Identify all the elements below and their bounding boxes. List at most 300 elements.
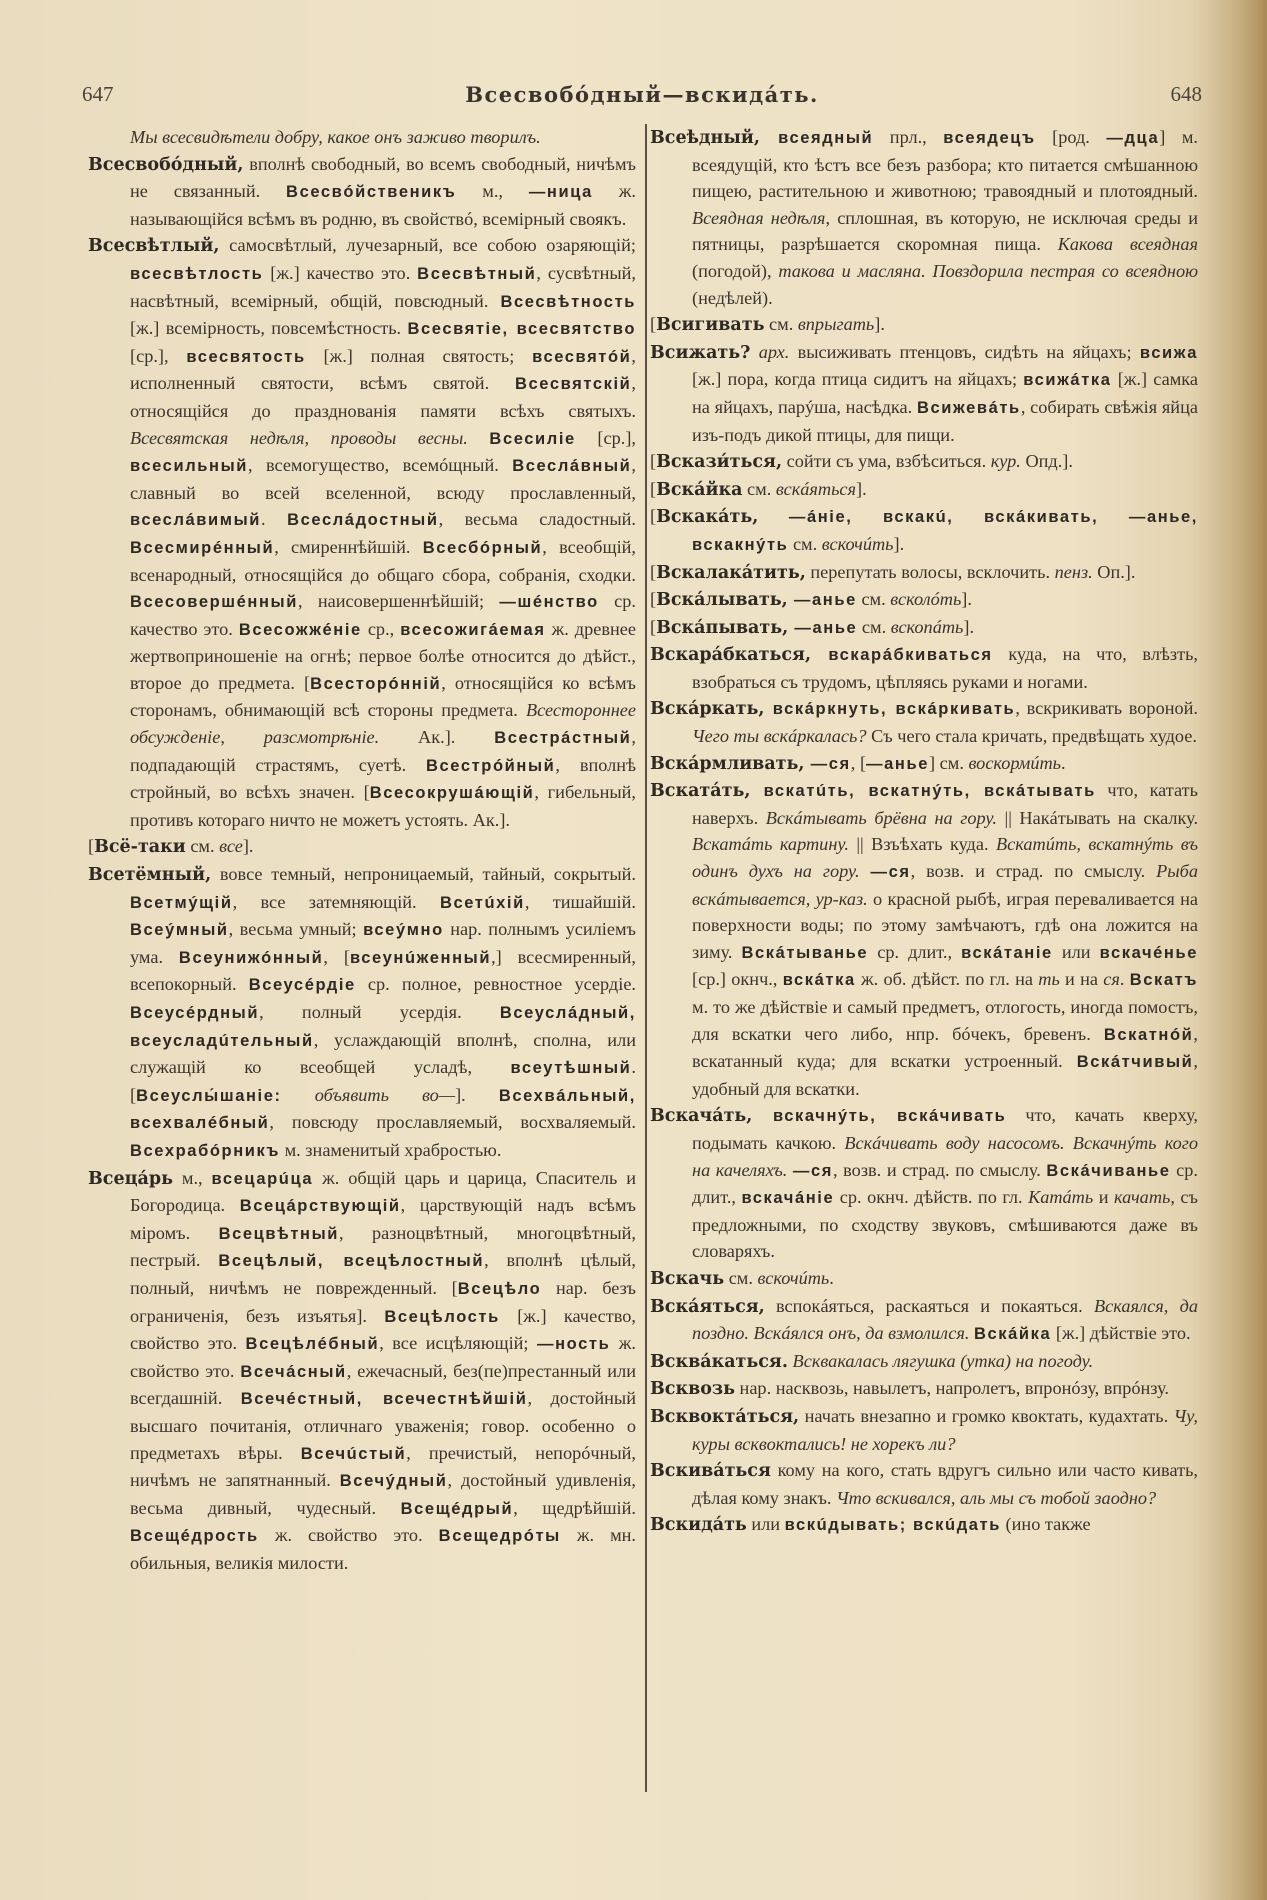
definition-text: (недѣлей). bbox=[692, 287, 773, 308]
right-page-number: 648 bbox=[1170, 82, 1202, 106]
definition-text: см. bbox=[764, 314, 798, 335]
definition-text: , вполнѣ цѣлый, полный, ничѣмъ не поврежденный. [ bbox=[130, 1250, 636, 1298]
dictionary-entry bbox=[88, 1165, 636, 1577]
left-column bbox=[88, 124, 636, 1576]
definition-text: нар. полнымъ усилiемъ ума. bbox=[130, 919, 636, 967]
definition-text: , сусвѣтный, насвѣтный, всемiрный, общiй, повсюдный. bbox=[130, 262, 636, 311]
italic-example: ся bbox=[1103, 969, 1120, 990]
headword: Всесвобóдный, bbox=[88, 154, 244, 175]
dictionary-entry bbox=[650, 339, 1198, 448]
subentry-term: Вскáтыванье bbox=[741, 943, 869, 962]
definition-text: [ср.] окнч., bbox=[692, 969, 783, 990]
definition-text: [ж.] качество, свойство это. bbox=[130, 1305, 636, 1354]
definition-text: , подпадающiй страстямъ, суетѣ. bbox=[130, 727, 636, 775]
definition-text: [род. bbox=[1035, 127, 1107, 147]
italic-example: Всквакалась лягушка (утка) на погоду. bbox=[787, 1350, 1094, 1371]
definition-text: (ино также bbox=[1000, 1514, 1091, 1535]
definition-text: м., bbox=[172, 1167, 212, 1188]
definition-text: . bbox=[829, 1267, 834, 1288]
dictionary-entry bbox=[650, 1265, 1198, 1293]
definition-text: ]. bbox=[242, 836, 254, 857]
dictionary-entry bbox=[650, 559, 1198, 587]
dictionary-entry bbox=[650, 1102, 1198, 1265]
definition-text: сойти съ ума, взбѣситься. bbox=[782, 451, 991, 472]
definition-text: ср. длит., bbox=[692, 1159, 1198, 1208]
subentry-term: Всехвáльный, всехвалéбный bbox=[130, 1086, 636, 1133]
subentry-term: всесвятость bbox=[186, 347, 306, 366]
italic-example: Рыба вскáтывается, ур-каз. bbox=[692, 861, 1199, 909]
italic-example: Всесвятская недѣля, проводы весны. bbox=[130, 427, 468, 448]
definition-text: [ж.] всемiрность, повсемѣстность. bbox=[130, 318, 408, 339]
subentry-term: вскачáнiе bbox=[741, 1189, 835, 1208]
subentry-term: всижáтка bbox=[1023, 371, 1112, 390]
definition-text: высиживать птенцовъ, сидѣть на яйцахъ; bbox=[789, 341, 1140, 362]
headword: Вскивáться bbox=[650, 1461, 771, 1482]
subentry-term: вскúдывать; вскúдать bbox=[784, 1516, 1001, 1535]
subentry-term: Всеусéрдiе bbox=[248, 976, 356, 995]
definition-text: , возв. и страд. по смыслу. bbox=[910, 861, 1157, 882]
definition-text: м. то же дѣйствiе и самый предметъ, отлогость, иногда помостъ, для вскатки чего либо, нпр. бóчекъ, бревенъ. bbox=[692, 997, 1198, 1044]
dictionary-entry bbox=[650, 641, 1198, 695]
definition-text: , царствующiй надъ всѣмъ мiромъ. bbox=[130, 1195, 637, 1243]
definition-text bbox=[468, 428, 490, 448]
subentry-term: Всесбóрный bbox=[422, 538, 543, 557]
definition-text: , щедрѣйшiй. bbox=[513, 1497, 636, 1518]
subentry-term: Всеслáдостный bbox=[287, 511, 439, 530]
dictionary-entry bbox=[650, 614, 1198, 642]
definition-text: [ж.] полная святость; bbox=[305, 345, 533, 366]
subentry-term: —дца bbox=[1106, 129, 1160, 147]
dictionary-entry bbox=[650, 311, 1198, 339]
definition-text: [ж.] качество это. bbox=[263, 262, 418, 283]
italic-example: все bbox=[219, 836, 243, 857]
subentry-term: Всеслáвный bbox=[512, 457, 632, 476]
headword: Вскатáть, bbox=[650, 781, 751, 802]
definition-text: ]. bbox=[455, 1084, 499, 1105]
definition-text: что, катать наверхъ. bbox=[692, 780, 1198, 828]
definition-text: , все затемняющiй. bbox=[232, 891, 440, 912]
definition-text: ж. древнее жертвоприношенiе на огнѣ; первое болѣе относится до дѣйст., второе до предмета. [ bbox=[130, 618, 636, 693]
dictionary-entry bbox=[650, 586, 1198, 614]
italic-example: всколóть bbox=[890, 589, 962, 610]
italic-example: вскáяться bbox=[775, 478, 857, 499]
definition-text: , [ bbox=[323, 946, 350, 967]
definition-text: кому на кого, стать вдругъ сильно или часто кивать, дѣлая кому знакъ. bbox=[692, 1460, 1198, 1508]
definition-text: , всеобщiй, всенародный, относящiйся до общаго сбора, собранiя, сходки. bbox=[130, 536, 636, 585]
definition-text: и bbox=[1093, 1187, 1114, 1208]
definition-text: самосвѣтлый, лучезарный, все собою озаряющiй; bbox=[219, 235, 636, 256]
definition-text: , услаждающiй вполнѣ, сполна, или служащiй ко всеобщей усладѣ, bbox=[130, 1029, 636, 1078]
italic-example: Вскатáть картину. bbox=[692, 834, 849, 855]
definition-text: см. bbox=[185, 836, 220, 857]
subentry-term: всесожигáемая bbox=[400, 620, 546, 639]
subentry-term: Всестрáстный bbox=[494, 729, 632, 748]
column-divider bbox=[645, 124, 647, 1792]
italic-example: Всестороннее обсужденiе, разсмотрѣнiе. bbox=[130, 700, 636, 748]
definition-text: нар. безъ ограниченiя, безъ изъятья]. bbox=[130, 1277, 636, 1326]
subentry-term: Всетúхiй bbox=[439, 893, 525, 912]
headword: Вскалакáтить, bbox=[656, 562, 806, 583]
definition-text: , полный усердiя. bbox=[259, 1002, 500, 1022]
definition-text: , ежечасный, без(пе)престанный или всегдашнiй. bbox=[130, 1360, 636, 1409]
subentry-term: Всечéстный, всечестнѣйшiй bbox=[240, 1390, 528, 1409]
subentry-term: Вскатнóй bbox=[1103, 1025, 1194, 1044]
subentry-term: Всесторóннiй bbox=[310, 674, 442, 693]
italic-example: Что вскивался, аль мы съ тобой заодно? bbox=[836, 1487, 1157, 1508]
subentry-term: Вскáйка bbox=[973, 1325, 1052, 1344]
subentry-term: —анье bbox=[787, 591, 857, 610]
definition-text: . [ bbox=[130, 1057, 636, 1105]
headword: Всижать? bbox=[650, 342, 751, 363]
definition-text: [ср.], bbox=[130, 345, 187, 366]
subentry-term: Всечáсный bbox=[240, 1362, 347, 1381]
subentry-term: всижа bbox=[1139, 343, 1199, 362]
dictionary-entry bbox=[88, 833, 636, 861]
subentry-term: всеунúженный bbox=[349, 948, 492, 967]
definition-text: , возв. и страд. по смыслу. bbox=[833, 1159, 1047, 1180]
dictionary-entry bbox=[650, 124, 1198, 311]
definition-text: см. bbox=[742, 478, 776, 499]
definition-text: вовсе темный, непроницаемый, тайный, сокрытый. bbox=[211, 864, 636, 885]
definition-text: (погодой), bbox=[692, 260, 779, 281]
definition-text: начать внезапно и громко квоктать, кудахтать. bbox=[799, 1405, 1174, 1426]
italic-example: Всеядная недѣля bbox=[692, 207, 826, 228]
subentry-term: вскачéнье bbox=[1099, 943, 1198, 962]
definition-text: [ bbox=[650, 589, 657, 610]
subentry-term: всеслáвимый bbox=[130, 511, 262, 530]
italic-example: Чего ты вскáркалась? bbox=[692, 726, 867, 747]
definition-text: , удобный для вскатки. bbox=[692, 1051, 1198, 1099]
subentry-term: Всесокрушáющiй bbox=[369, 784, 535, 803]
subentry-term: Всесвѣтность bbox=[500, 292, 636, 311]
definition-text: ]. bbox=[856, 478, 867, 499]
headword: Всецáрь bbox=[88, 1168, 173, 1189]
subentry-term: Вскáтчивый bbox=[1076, 1053, 1194, 1072]
dictionary-entry bbox=[650, 1348, 1198, 1376]
headword: Вскачь bbox=[650, 1268, 725, 1289]
italic-example: кур. bbox=[990, 451, 1021, 472]
definition-text: , славный во всей вселенной, всюду прославленный, bbox=[130, 455, 636, 503]
italic-example: Вскáчивать воду насосомъ. Вскачнýть кого на качеляхъ. bbox=[692, 1132, 1198, 1180]
subentry-term: Всеýмный bbox=[130, 921, 229, 940]
definition-text: , весьма сладостный. bbox=[438, 509, 636, 530]
definition-text: , относящiйся ко всѣмъ сторонамъ, обнимающiй всѣ стороны предмета. bbox=[130, 672, 637, 721]
definition-text: , наисовершеннѣйшiй; bbox=[297, 591, 500, 612]
subentry-term: вскáркнуть, вскáркивать bbox=[764, 700, 1016, 719]
dictionary-entry bbox=[650, 1403, 1198, 1457]
definition-text: Опд.]. bbox=[1020, 451, 1073, 472]
subentry-term: всесвятóй bbox=[532, 347, 632, 366]
subentry-term: Всесожжéнiе bbox=[238, 620, 362, 639]
subentry-term: —анье bbox=[788, 618, 858, 637]
definition-text: о красной рыбѣ, играя переваливается на поверхности воды; по этому замѣчаютъ, гдѣ она ложится на зиму. bbox=[692, 888, 1198, 962]
headword: Вскáпывать, bbox=[656, 617, 789, 638]
definition-text: , вскрикивать вороной. bbox=[1015, 698, 1198, 719]
definition-text: нар. насквозь, навылетъ, напролетъ, впронóзу, впрóнзу. bbox=[734, 1378, 1169, 1399]
headword: Вскáйка bbox=[656, 479, 743, 500]
definition-text: что, качать кверху, подымать качкою. bbox=[692, 1105, 1198, 1153]
subentry-term: Вскáчиванье bbox=[1046, 1161, 1171, 1180]
dictionary-entry bbox=[650, 1293, 1198, 1348]
subentry-term: всеядный bbox=[759, 129, 874, 147]
definition-text: [ bbox=[650, 561, 657, 582]
italic-example: вскопáть bbox=[890, 616, 964, 637]
definition-text: прл., bbox=[873, 127, 944, 147]
definition-text: Съ чего стала кричать, предвѣщать худое. bbox=[866, 726, 1197, 747]
definition-text: ср. качество это. bbox=[130, 591, 636, 639]
subentry-term: Вскатъ bbox=[1129, 971, 1198, 990]
subentry-term: —ница bbox=[528, 183, 593, 202]
italic-example: вскочúть bbox=[757, 1267, 830, 1288]
definition-text: ]. bbox=[963, 616, 975, 637]
definition-text: , достойный удивленiя, весьма дивный, чудесный. bbox=[130, 1470, 636, 1518]
definition-text: вполнѣ свободный, во всемъ свободный, ничѣмъ не связанный. bbox=[130, 153, 636, 202]
headword: Всеѣдный, bbox=[650, 128, 760, 148]
subentry-term: вскáтка bbox=[782, 971, 856, 990]
subentry-term: всеядецъ bbox=[943, 129, 1036, 147]
definition-text: Оп.]. bbox=[1092, 561, 1136, 582]
definition-text: [ bbox=[650, 478, 657, 499]
definition-text: куда, на что, влѣзть, взобраться съ трудомъ, цѣпляясь руками и ногами. bbox=[692, 644, 1198, 692]
definition-text: перепутать волосы, всклочить. bbox=[805, 561, 1055, 582]
definition-text: , все исцѣляющiй; bbox=[379, 1333, 537, 1354]
subentry-term: Всещедрóты bbox=[438, 1527, 561, 1546]
italic-example: пенз. bbox=[1054, 561, 1093, 582]
definition-text: ср., bbox=[361, 618, 401, 639]
italic-example: Какова всеядная bbox=[1057, 234, 1199, 255]
headword: Всквозь bbox=[650, 1379, 735, 1400]
subentry-term: всесвѣтлость bbox=[130, 264, 264, 283]
subentry-term: Всецѣлый, всецѣлостный bbox=[218, 1252, 485, 1271]
subentry-term: Всецѣло bbox=[457, 1279, 542, 1298]
definition-text: || Накáтывать на скалку. bbox=[996, 807, 1199, 828]
definition-text: . bbox=[261, 509, 288, 530]
subentry-term: Всесовершéнный bbox=[130, 593, 298, 612]
subentry-term: всеýмно bbox=[363, 921, 444, 940]
headword: Вскáлывать, bbox=[656, 590, 788, 611]
subentry-term: —ся bbox=[804, 754, 851, 773]
definition-text: ,] всесмиренный, всепокорный. bbox=[130, 946, 636, 995]
subentry-term: Всечýдный bbox=[339, 1472, 448, 1491]
headword: Всесвѣтлый, bbox=[88, 236, 220, 257]
subentry-term: Всижевáть bbox=[916, 398, 1021, 417]
definition-text: ср. окнч. дѣйств. по гл. bbox=[834, 1187, 1029, 1208]
running-header bbox=[82, 82, 1202, 112]
subentry-term: —ся bbox=[792, 1161, 834, 1180]
subentry-term: Всещéдрость bbox=[130, 1527, 259, 1546]
definition-text: , повсюду прославляемый, восхваляемый. bbox=[269, 1112, 636, 1133]
dictionary-entry bbox=[650, 1511, 1198, 1539]
subentry-term: —шéнство bbox=[499, 593, 599, 612]
definition-text: [ср.], bbox=[575, 427, 636, 448]
definition-text: ж. свойство это. bbox=[130, 1333, 636, 1381]
headword: Всетёмный, bbox=[88, 865, 212, 886]
dictionary-entry bbox=[650, 1457, 1198, 1511]
definition-text: см. bbox=[856, 589, 891, 610]
dictionary-entry bbox=[650, 476, 1198, 504]
dictionary-entry bbox=[650, 448, 1198, 476]
definition-text: , собирать свѣжiя яйца изъ-подъ дикой птицы, для пищи. bbox=[692, 396, 1198, 445]
left-page-number: 647 bbox=[82, 82, 114, 106]
dictionary-entry bbox=[650, 777, 1198, 1102]
dictionary-entry bbox=[88, 124, 636, 151]
headword: Вскидáть bbox=[650, 1515, 747, 1536]
subentry-term: Всесвятiе, всесвятство bbox=[407, 320, 636, 339]
definition-text: Ак.]. bbox=[379, 727, 495, 748]
subentry-term: вскарáбкиваться bbox=[811, 646, 993, 665]
definition-text: , пречистый, непорóчный, ничѣмъ не запятнанный. bbox=[130, 1442, 637, 1491]
subentry-term: Всецáрствующiй bbox=[239, 1197, 401, 1216]
definition-text: , весьма умный; bbox=[228, 919, 364, 940]
definition-text: ср. длит., bbox=[868, 941, 962, 962]
headword: Вскáяться, bbox=[650, 1296, 765, 1317]
definition-text: см. bbox=[788, 533, 822, 554]
subentry-term: Всецѣлéбный bbox=[245, 1335, 380, 1354]
subentry-term: —áнiе, вскакú, вскáкивать, —анье, вскакнýть bbox=[692, 508, 1198, 554]
italic-example: вскочúть bbox=[821, 533, 894, 554]
subentry-term: —ность bbox=[536, 1335, 611, 1354]
subentry-term: Всеуслáдный, всеусладúтельный bbox=[130, 1004, 636, 1050]
definition-text: ж. об. дѣйст. по гл. на bbox=[855, 969, 1039, 990]
definition-text: [ bbox=[650, 506, 657, 527]
definition-text: вспокáяться, раскаяться и покаяться. bbox=[764, 1295, 1094, 1316]
definition-text: ж. свойство это. bbox=[258, 1525, 439, 1546]
running-title: Всесвобóдный—вскидáть. bbox=[465, 82, 819, 107]
definition-text: . bbox=[1119, 969, 1130, 990]
definition-text: , [ bbox=[850, 752, 867, 773]
definition-text: . bbox=[1061, 752, 1066, 773]
definition-text: ж. называющiйся всѣмъ въ родню, въ свойствó, всемiрный своякъ. bbox=[130, 181, 636, 229]
definition-text: и на bbox=[1059, 969, 1104, 990]
definition-text: см. bbox=[857, 616, 891, 637]
headword: Вскачáть, bbox=[650, 1106, 753, 1127]
subentry-term: Всетмýщiй bbox=[130, 893, 233, 912]
dictionary-entry bbox=[650, 695, 1198, 749]
right-column bbox=[650, 124, 1198, 1539]
subentry-term: Всехрабóрникъ bbox=[130, 1141, 281, 1160]
subentry-term: Всещéдрый bbox=[400, 1499, 514, 1518]
subentry-term: Всечúстый bbox=[300, 1444, 407, 1463]
subentry-term: Всеуслы́шанiе: bbox=[136, 1086, 282, 1105]
subentry-term: Всецѣлость bbox=[384, 1307, 500, 1326]
definition-text: ж. мн. обильныя, великiя милости. bbox=[130, 1525, 636, 1573]
dictionary-entry bbox=[650, 503, 1198, 558]
definition-text: , вполнѣ стройный, во всѣхъ значен. [ bbox=[130, 754, 636, 803]
headword: Всквоктáться, bbox=[650, 1406, 800, 1427]
subentry-term: —ся bbox=[870, 863, 911, 882]
definition-text: [ж.] пора, когда птица сидитъ на яйцахъ; bbox=[692, 369, 1024, 390]
headword: Всигивать bbox=[656, 315, 765, 336]
subentry-term: Всесвѣтный bbox=[417, 264, 537, 283]
definition-text: , тишайшiй. bbox=[524, 891, 636, 912]
italic-example: арх. bbox=[750, 341, 790, 362]
subentry-term: вскáтанiе bbox=[961, 943, 1053, 962]
definition-text: [ bbox=[650, 616, 657, 637]
definition-text: [ bbox=[650, 451, 657, 472]
subentry-term: Всесилiе bbox=[489, 429, 576, 448]
definition-text: , гибельный, противъ котораго ничто не можетъ устоять. Ак.]. bbox=[130, 782, 636, 830]
dictionary-entry bbox=[650, 1375, 1198, 1403]
headword: Всё-таки bbox=[94, 837, 186, 858]
definition-text: , всемогущество, всемóщный. bbox=[248, 455, 513, 476]
italic-example: Вскáтывать брёвна на гору. bbox=[765, 807, 997, 828]
definition-text: , съ предложными, по сходству звуковъ, смѣшиваются даже въ словаряхъ. bbox=[692, 1187, 1198, 1262]
definition-text: м., bbox=[456, 181, 529, 202]
italic-example: Вскатúть, вскатнýть въ одинъ духъ на гору. bbox=[692, 834, 1198, 882]
definition-text: , вскатанный куда; для вскатки устроенный. bbox=[692, 1023, 1198, 1072]
definition-text: , относящiйся до празднованiя памяти всѣхъ святыхъ. bbox=[130, 373, 636, 421]
subentry-term: вскачнýть, вскáчивать bbox=[752, 1107, 1007, 1126]
italic-example: объявить во— bbox=[281, 1084, 456, 1105]
subentry-term: —анье bbox=[866, 754, 929, 773]
definition-text: см. bbox=[724, 1267, 758, 1288]
subentry-term: Всесвятскiй bbox=[515, 375, 632, 394]
dictionary-entry bbox=[88, 232, 636, 833]
subentry-term: Всесвóйственикъ bbox=[286, 183, 457, 202]
definition-text: [ bbox=[650, 314, 657, 335]
definition-text: [ж.] самка на яйцахъ, парýша, насѣдка. bbox=[692, 369, 1198, 417]
subentry-term: Всецвѣтный bbox=[218, 1224, 340, 1243]
definition-text: ]. bbox=[874, 314, 885, 335]
headword: Вскакáть, bbox=[656, 507, 759, 528]
definition-text: или bbox=[746, 1514, 785, 1535]
headword: Вскáркать, bbox=[650, 699, 765, 720]
definition-text: ж. общiй царь и царица, Спаситель и Богородица. bbox=[130, 1167, 636, 1216]
definition-text: || Взъѣхать куда. bbox=[848, 834, 996, 855]
definition-text: , сплошная, въ которую, не исключая среды и пятницы, разрѣшается скоромная пища. bbox=[692, 207, 1198, 255]
headword: Всквáкаться. bbox=[650, 1351, 788, 1372]
headword: Вскарáбкаться, bbox=[650, 645, 812, 666]
italic-example: такова и масляна. Повздорила пестрая со всеядною bbox=[778, 260, 1198, 281]
definition-text: , разноцвѣтный, многоцвѣтный, пестрый. bbox=[130, 1222, 636, 1271]
subentry-term: Всеусéрдный bbox=[130, 1004, 260, 1022]
italic-example: ть bbox=[1038, 969, 1060, 990]
definition-text: , исполненный святости, всѣмъ святой. bbox=[130, 345, 636, 394]
subentry-term: Всеунижóнный bbox=[178, 948, 324, 967]
headword: Вскáрмливать, bbox=[650, 753, 805, 774]
definition-text: ] м. всеядущiй, кто ѣстъ все безъ разбора; кто питается смѣшанною пищею, растительною и животною; травоядный и плотоядный. bbox=[692, 127, 1198, 202]
subentry-term: вскатúть, вскатнýть, вскáтывать bbox=[750, 782, 1096, 801]
definition-text: ]. bbox=[893, 533, 905, 554]
headword: Вскази́ться, bbox=[656, 452, 783, 473]
italic-example: Катáть bbox=[1028, 1187, 1094, 1208]
definition-text: , достойный высшаго почитанiя, отличнаго уваженiя; говор. особенно о предметахъ вѣры. bbox=[130, 1388, 636, 1463]
dictionary-entry bbox=[650, 750, 1198, 778]
definition-text: м. знаменитый храбростью. bbox=[280, 1139, 502, 1160]
definition-text: или bbox=[1052, 941, 1100, 962]
definition-text: ] см. bbox=[929, 752, 969, 773]
subentry-term: всецарúца bbox=[211, 1169, 314, 1188]
italic-example: воскормúть bbox=[968, 752, 1061, 773]
definition-text: ]. bbox=[961, 589, 972, 610]
definition-text: [ж.] дѣйствiе это. bbox=[1051, 1323, 1191, 1344]
dictionary-entry bbox=[88, 861, 636, 1165]
dictionary-entry bbox=[88, 151, 636, 233]
italic-example: впрыгать bbox=[797, 314, 875, 335]
subentry-term: Всестрóйный bbox=[426, 756, 556, 775]
definition-text: , смиреннѣйшiй. bbox=[274, 536, 423, 557]
italic-example: Чу, куры всквоктались! не хорекъ ли? bbox=[692, 1405, 1198, 1454]
subentry-term: всесильный bbox=[130, 457, 249, 476]
italic-example: Мы всесвидѣтели добру, какое онъ заживо творилъ. bbox=[130, 127, 541, 147]
definition-text: ср. полное, ревностное усердiе. bbox=[355, 974, 636, 995]
definition-text: [ bbox=[88, 836, 95, 857]
subentry-term: всеутѣшный bbox=[510, 1059, 632, 1078]
subentry-term: Всесмирéнный bbox=[130, 538, 275, 557]
definition-text bbox=[860, 861, 871, 881]
italic-example: качать bbox=[1113, 1187, 1171, 1208]
italic-example: Вскаялся, да поздно. Вскáялся онъ, да взмолился. bbox=[692, 1295, 1198, 1344]
